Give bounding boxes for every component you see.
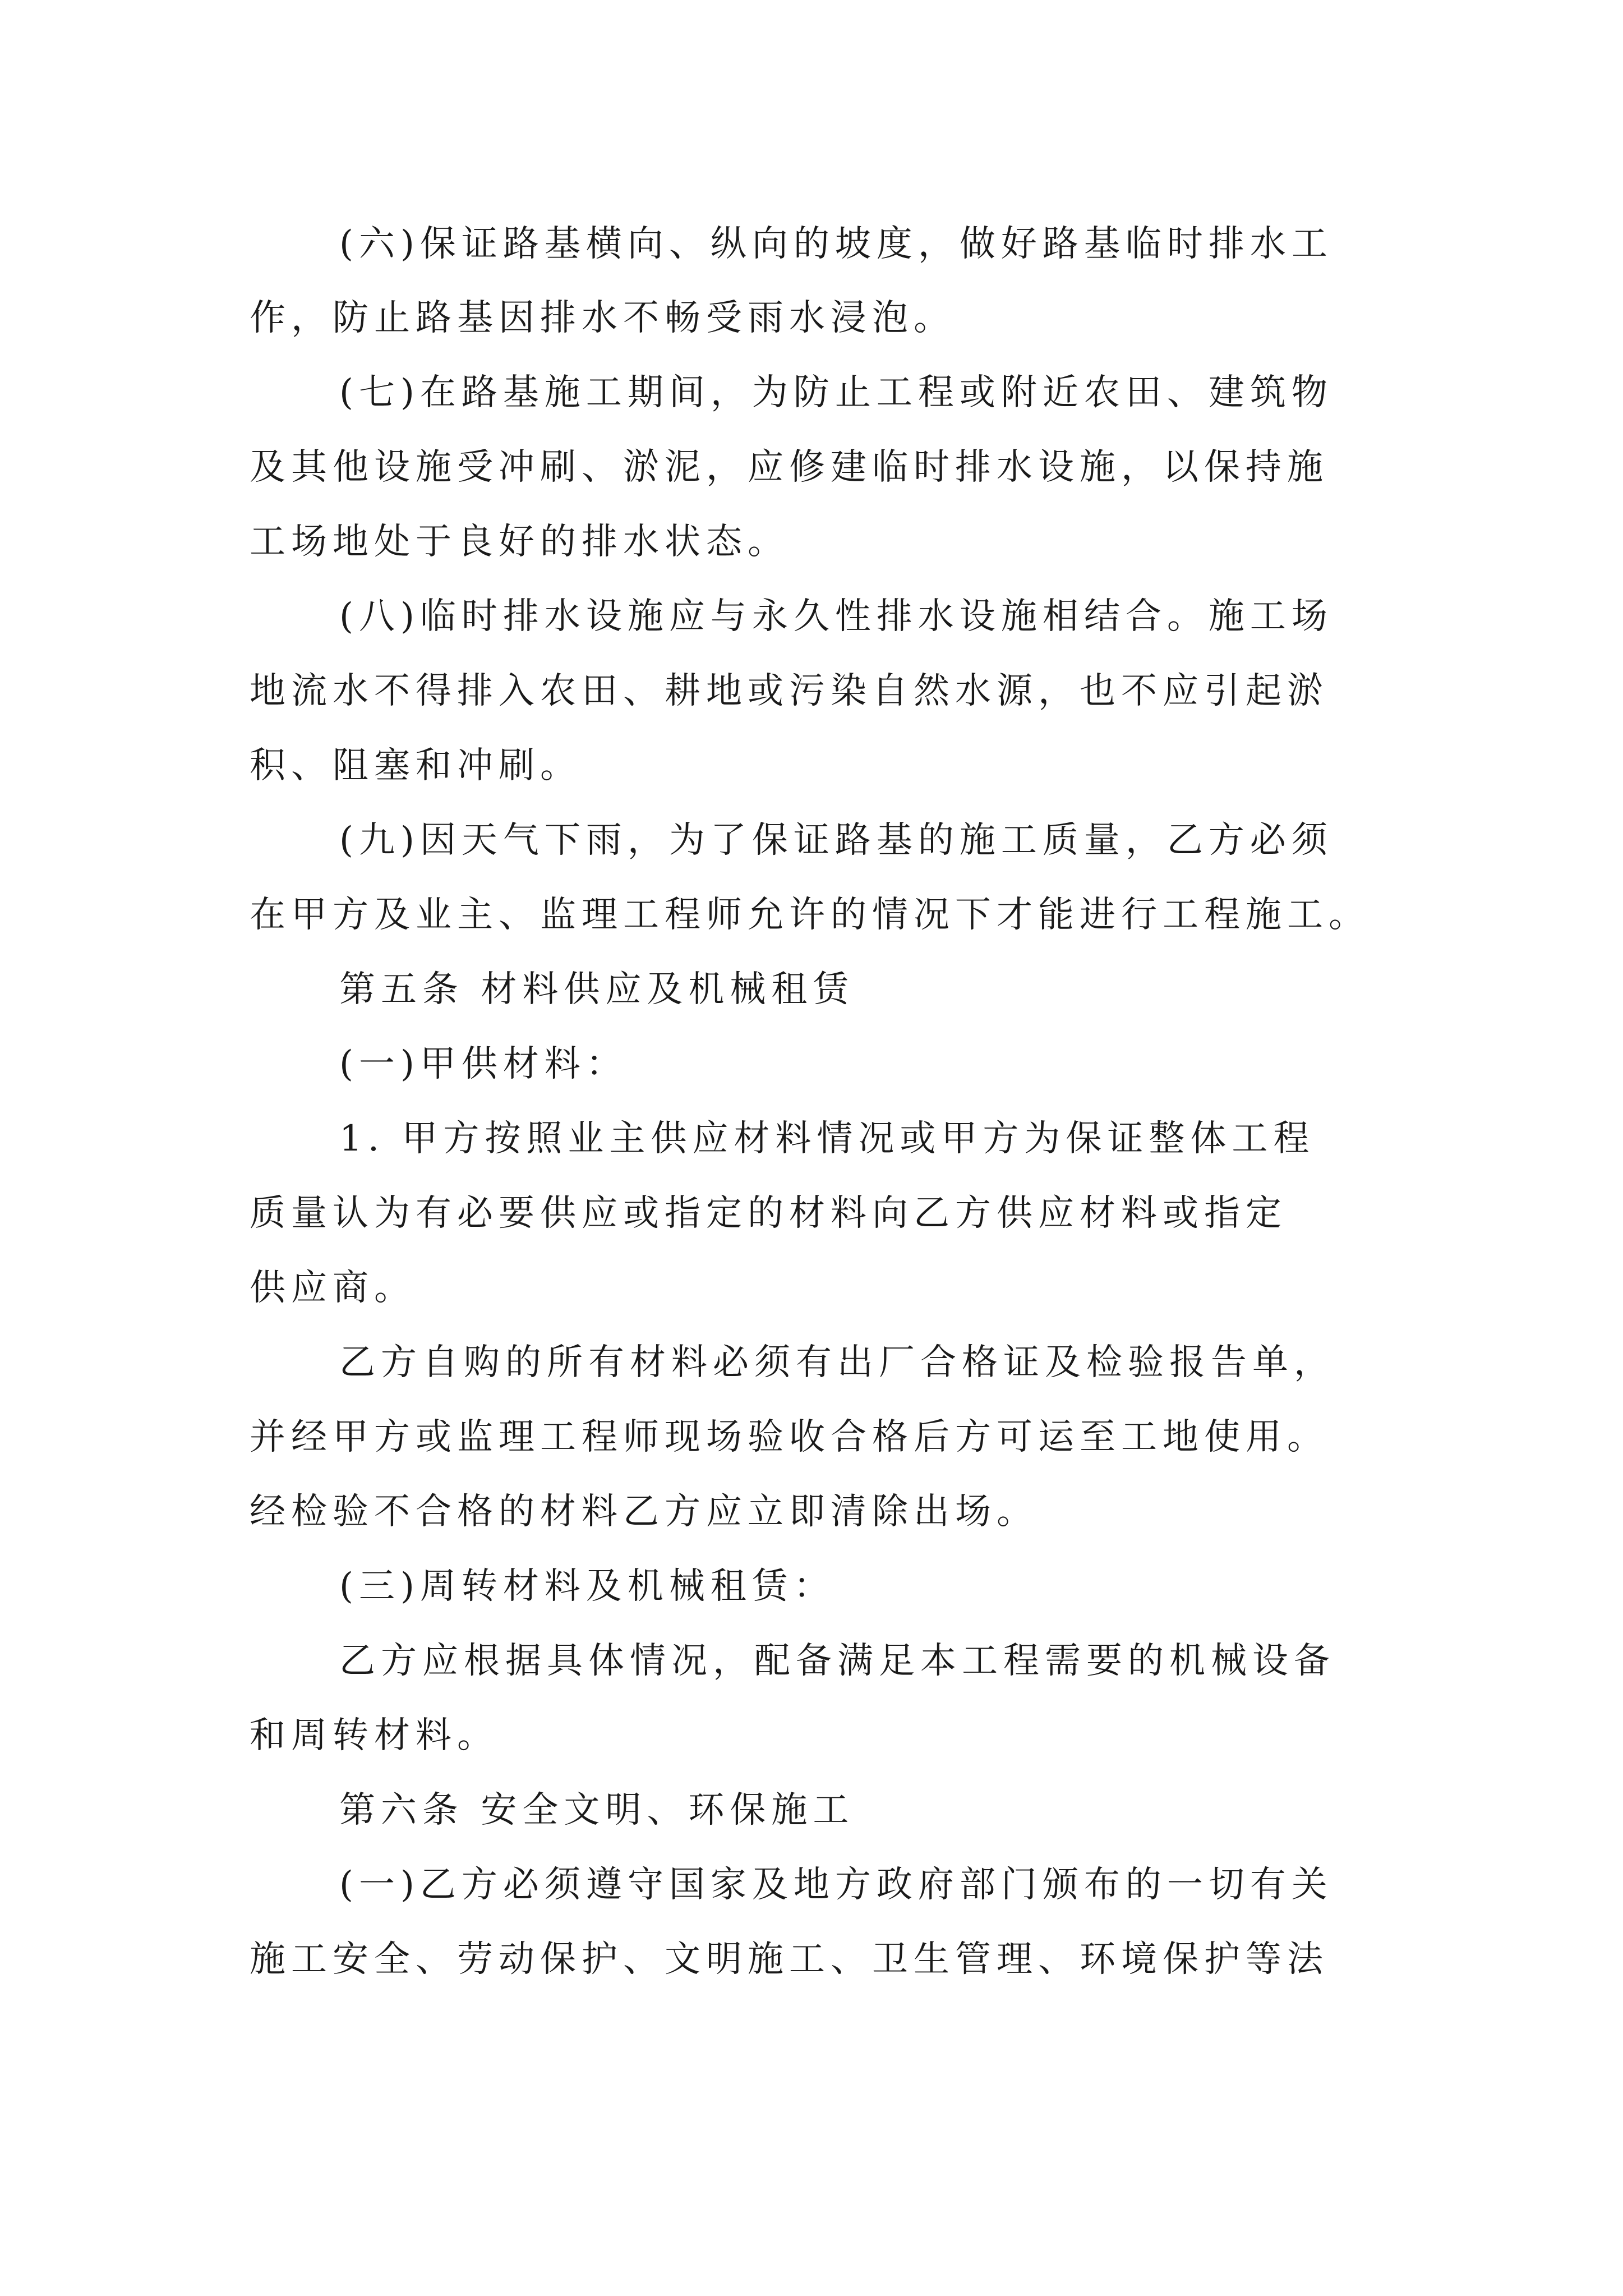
paragraph-line: 工场地处于良好的排水状态。 (250, 521, 789, 563)
paragraph-line: 并经甲方或监理工程师现场验收合格后方可运至工地使用。 (250, 1416, 1329, 1458)
paragraph-line: 乙方应根据具体情况，配备满足本工程需要的机械设备 (339, 1640, 1335, 1682)
article-heading: 第五条 材料供应及机械租赁 (339, 969, 855, 1010)
paragraph-line: 地流水不得排入农田、耕地或污染自然水源，也不应引起淤 (250, 670, 1329, 712)
paragraph-line: 供应商。 (250, 1267, 416, 1309)
paragraph-line: (七)在路基施工期间，为防止工程或附近农田、建筑物 (339, 372, 1333, 413)
paragraph-line: (一)甲供材料： (339, 1043, 628, 1085)
paragraph-line: 质量认为有必要供应或指定的材料向乙方供应材料或指定 (250, 1193, 1287, 1234)
paragraph-line: (三)周转材料及机械租赁： (339, 1566, 835, 1607)
paragraph-line: 及其他设施受冲刷、淤泥，应修建临时排水设施，以保持施 (250, 447, 1329, 488)
paragraph-line: 乙方自购的所有材料必须有出厂合格证及检验报告单， (339, 1342, 1335, 1383)
paragraph-line: (一)乙方必须遵守国家及地方政府部门颁布的一切有关 (339, 1864, 1333, 1906)
paragraph-line: 施工安全、劳动保护、文明施工、卫生管理、环境保护等法 (250, 1939, 1329, 1980)
paragraph-line: 1. 甲方按照业主供应材料情况或甲方为保证整体工程 (339, 1118, 1315, 1159)
paragraph-line: 在甲方及业主、监理工程师允许的情况下才能进行工程施工。 (250, 894, 1370, 936)
paragraph-line: 作，防止路基因排水不畅受雨水浸泡。 (250, 297, 955, 339)
paragraph-line: (八)临时排水设施应与永久性排水设施相结合。施工场 (339, 596, 1333, 637)
paragraph-line: 和周转材料。 (250, 1715, 499, 1756)
paragraph-line: 经检验不合格的材料乙方应立即清除出场。 (250, 1491, 1038, 1533)
paragraph-line: (六)保证路基横向、纵向的坡度，做好路基临时排水工 (339, 223, 1333, 265)
article-heading: 第六条 安全文明、环保施工 (339, 1789, 855, 1831)
paragraph-line: (九)因天气下雨，为了保证路基的施工质量，乙方必须 (339, 820, 1333, 861)
paragraph-line: 积、阻塞和冲刷。 (250, 745, 582, 786)
